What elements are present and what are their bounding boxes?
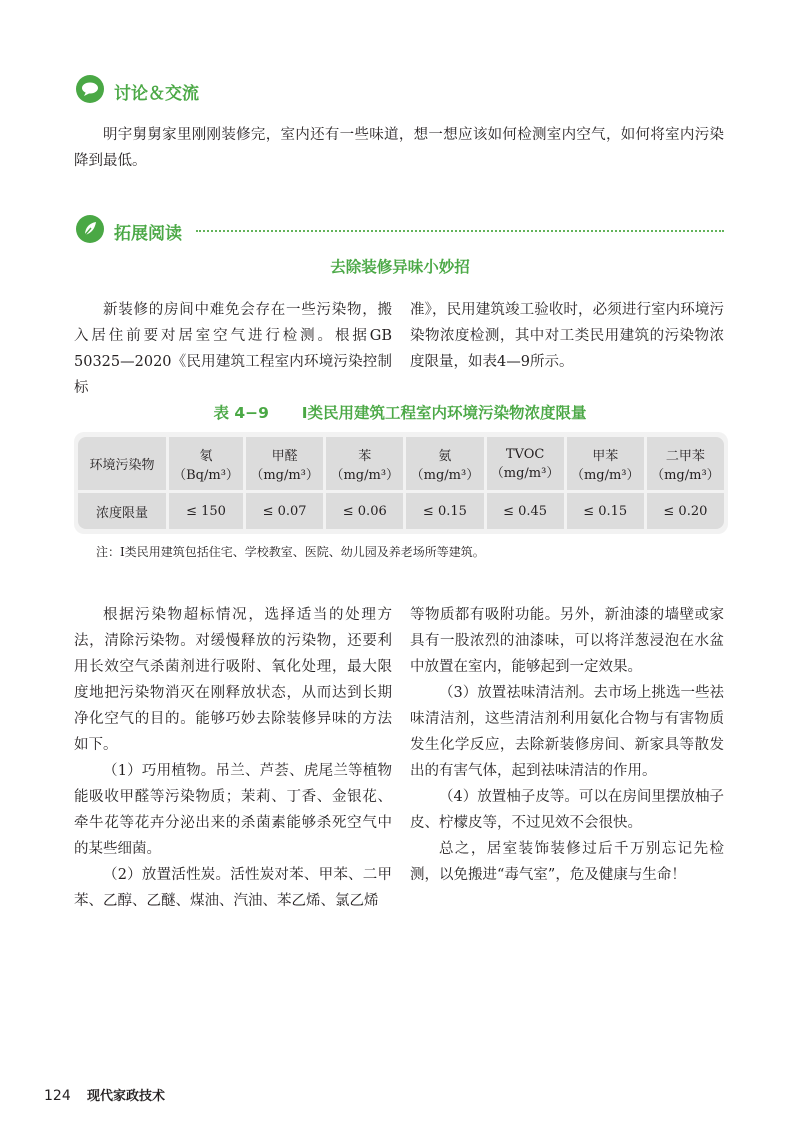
body-left-column [74, 602, 392, 914]
book-title: 现代家政技术 [87, 1089, 166, 1104]
page-footer [44, 1085, 165, 1104]
table-caption-number: 表 4−9 [213, 404, 269, 422]
table-header-cell: TVOC （mg/m³） [487, 437, 564, 490]
table-caption [0, 401, 800, 423]
table-cell: ≤ 0.06 [326, 493, 403, 529]
table-header-cell: 氨 （mg/m³） [406, 437, 483, 490]
table-header-cell: 二甲苯 （mg/m³） [647, 437, 724, 490]
body-paragraph: （4）放置柚子皮等。可以在房间里摆放柚子皮、柠檬皮等，不过见效不会很快。 [410, 789, 724, 831]
body-paragraph: 根据污染物超标情况，选择适当的处理方法，清除污染物。对缓慢释放的污染物，还要利用长效空气杀菌剂进行吸附、氧化处理，最大限度地把污染物消灭在刚释放状态，从而达到长期净化空气的目的。能够巧妙去除装修异味的方法如下。 [74, 607, 392, 753]
page-number: 124 [44, 1088, 71, 1104]
table-header-cell: 苯 （mg/m³） [326, 437, 403, 490]
intro-left: 新装修的房间中难免会存在一些污染物，搬入居住前要对居室空气进行检测。根据GB 50325—2020《民用建筑工程室内环境污染控制标 [74, 302, 392, 396]
table-header-cell: 甲醛 （mg/m³） [246, 437, 323, 490]
table-cell: ≤ 0.20 [647, 493, 724, 529]
table-cell: ≤ 0.15 [406, 493, 483, 529]
intro-right: 准》，民用建筑竣工验收时，必须进行室内环境污染物浓度检测，其中对工类民用建筑的污染物浓度限量，如表4—9所示。 [410, 302, 724, 370]
body-right-column [410, 602, 724, 888]
table-note: 注：Ⅰ类民用建筑包括住宅、学校教室、医院、幼儿园及养老场所等建筑。 [96, 545, 485, 559]
body-paragraph: 等物质都有吸附功能。另外，新油漆的墙壁或家具有一股浓烈的油漆味，可以将洋葱浸泡在水盆中放置在室内，能够起到一定效果。 [410, 607, 724, 675]
table-cell: ≤ 150 [169, 493, 243, 529]
body-paragraph: （3）放置祛味清洁剂。去市场上挑选一些祛味清洁剂，这些清洁剂利用氨化合物与有害物质发生化学反应，去除新装修房间、新家具等散发出的有害气体，起到祛味清洁的作用。 [410, 685, 724, 779]
speech-bubble-icon [76, 75, 104, 103]
article-title: 去除装修异味小妙招 [330, 258, 470, 276]
table-header-cell: 甲苯 （mg/m³） [567, 437, 644, 490]
discussion-title: 讨论＆交流 [114, 84, 199, 104]
leaf-icon [76, 215, 104, 243]
table-caption-text: Ⅰ类民用建筑工程室内环境污染物浓度限量 [301, 404, 587, 422]
discussion-text: 明宇舅舅家里刚刚装修完，室内还有一些味道，想一想应该如何检测室内空气，如何将室内污染降到最低。 [74, 127, 724, 169]
pollutant-limit-table [74, 432, 728, 534]
table-cell: ≤ 0.45 [487, 493, 564, 529]
table-header-cell: 氡 （Bq/m³） [169, 437, 243, 490]
extended-reading-title: 拓展阅读 [114, 224, 182, 244]
table-cell: ≤ 0.15 [567, 493, 644, 529]
body-paragraph: （1）巧用植物。吊兰、芦荟、虎尾兰等植物能吸收甲醛等污染物质；茉莉、丁香、金银花、牵牛花等花卉分泌出来的杀菌素能够杀死空气中的某些细菌。 [74, 763, 392, 857]
table-cell: ≤ 0.07 [246, 493, 323, 529]
dotted-divider [196, 230, 724, 232]
row-header-pollutant: 环境污染物 [78, 437, 166, 490]
body-paragraph: （2）放置活性炭。活性炭对苯、甲苯、二甲苯、乙醇、乙醚、煤油、汽油、苯乙烯、氯乙烯 [74, 867, 392, 909]
body-paragraph: 总之，居室装饰装修过后千万别忘记先检测，以免搬进“毒气室”，危及健康与生命！ [410, 841, 724, 883]
row-header-limit: 浓度限量 [78, 493, 166, 529]
